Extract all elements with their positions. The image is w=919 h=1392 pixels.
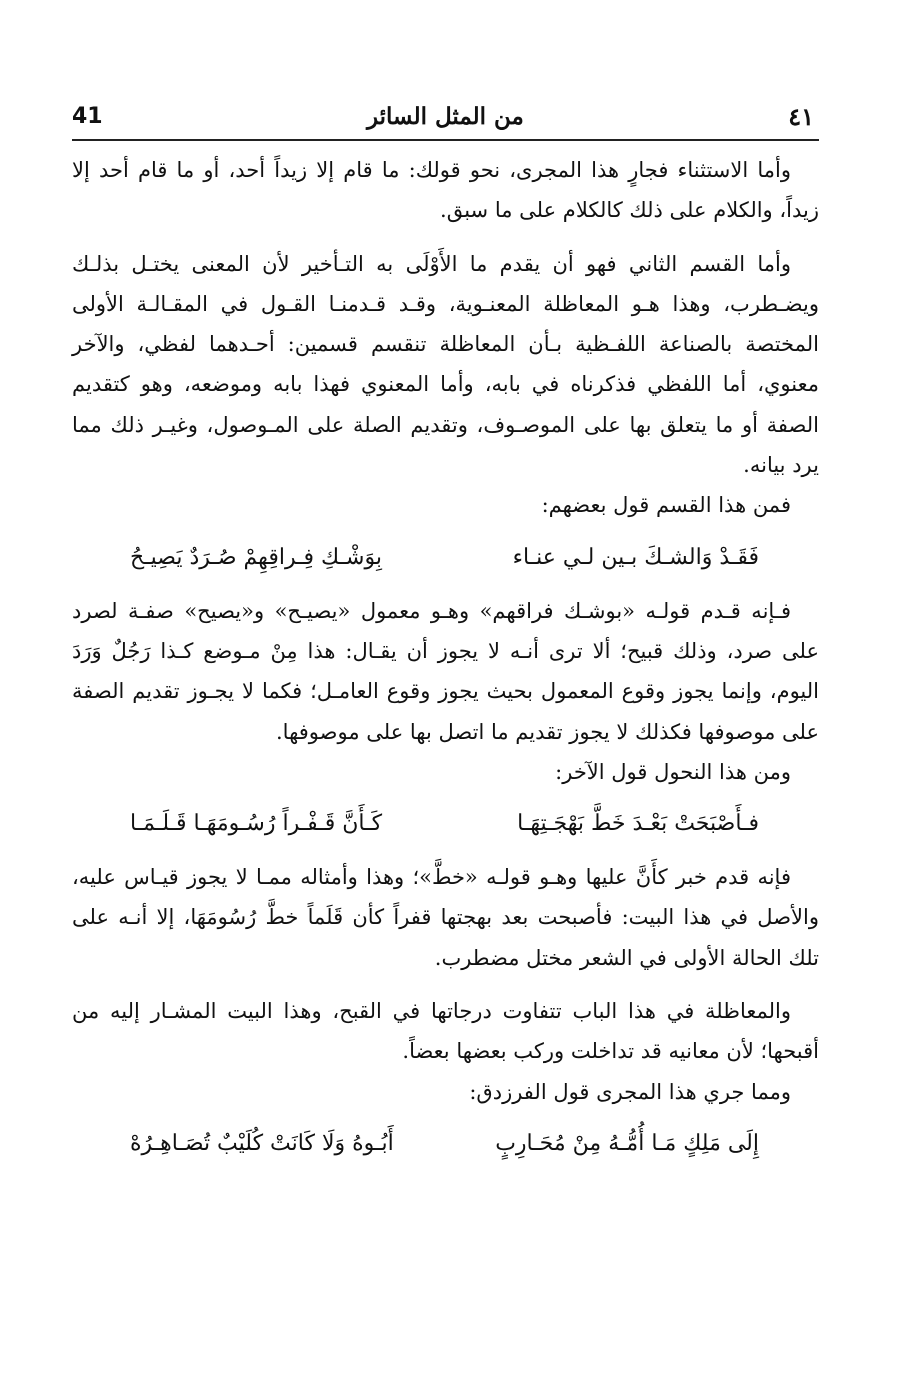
page-number-arabic: ٤١ [788,101,814,131]
verse-intro-2: ومن هذا النحول قول الآخر: [555,759,791,784]
verse-2-first-hemistich: فـأَصْبَحَتْ بَعْـدَ خَطَّ بَهْجَـتِهَـا [517,811,759,837]
page-body [72,150,819,1177]
paragraph-exception: وأما الاستثناء فجارٍ هذا المجرى، نحو قولك: ما قام إلا زيداً أحد، أو ما قام أحد إلا زيداً، والكلام على ذلك كالكلام على ما سبق. [72,158,819,223]
verse-intro-3: ومما جري هذا المجرى قول الفرزدق: [469,1079,791,1104]
verse-1 [72,536,819,580]
verse-1-second-hemistich: بِوَشْـكِ فِـراقِهِمْ صُـرَدٌ يَصِيـحُ [130,544,382,570]
verse-3-second-hemistich: أَبُـوهُ وَلَا كَانَتْ كُلَيْبٌ تُصَـاهِـرُهْ [130,1130,394,1156]
header-rule [72,139,819,141]
page-number-latin: 41 [72,103,103,129]
verse-3 [72,1122,819,1166]
verse-intro-1: فمن هذا القسم قول بعضهم: [541,493,791,518]
paragraph-commentary-2: فإنه قدم خبر كأَنَّ عليها وهـو قولـه «خطَّ»؛ وهذا وأمثاله ممـا لا يجوز قيـاس عليه، والأصل في هذا البيت: فأصبحت بعد بهجتها قفراً كأن قَلَماً خطَّ رُسُومَهَا، إلا أنـه على تلك الحالة الأولى في الشعر مختل مضطرب. [72,865,819,970]
paragraph-ugliness: والمعاظلة في هذا الباب تتفاوت درجاتها في القبح، وهذا البيت المشـار إليه من أقبحها؛ لأن معانيه قد تداخلت وركب بعضها بعضاً. [72,999,819,1064]
verse-2-second-hemistich: كَـأَنَّ قَـفْـراً رُسُـومَهَـا قَـلَـمَـا [130,811,383,837]
verse-1-first-hemistich: فَقَـدْ وَالشـكَ بـين لـي عنـاء [512,544,759,570]
paragraph-second-section: وأما القسم الثاني فهو أن يقدم ما الأَوْلَى به التـأخير لأن المعنى يختـل بذلـك ويضـطرب، وهذا هـو المعاظلة المعنـوية، وقـد قـدمنـا القـول في المقـالـة الأولى المختصة بالصناعة اللفـظية بـأن المعاظلة تنقسم قسمين: أحـدهما لفظي، والآخر معنوي، أما اللفظي فذكرناه في بابه، وأما المعنوي فهذا بابه وموضعه، وهو كتقديم الصفة أو ما يتعلق بها على الموصـوف، وتقديم الصلة على المـوصول، وغيـر ذلك مما يرد بيانه. [72,251,819,478]
verse-2 [72,802,819,846]
page-header [72,96,814,136]
running-title: من المثل السائر [366,102,524,130]
verse-3-first-hemistich: إِلَى مَلِكٍ مَـا أُمُّـهُ مِنْ مُحَـارِبٍ [495,1130,759,1156]
paragraph-commentary-1: فـإنه قـدم قولـه «بوشـك فراقهم» وهـو معمول «يصيـح» و«يصيح» صفـة لصرد على صرد، وذلك قبيح؛ ألا ترى أنـه لا يجوز أن يقـال: هذا مِنْ مـوضع كـذا رَجُلٌ وَرَدَ اليوم، وإنما يجوز وقوع المعمول بحيث يجوز وقوع العامـل؛ فكما لا يجـوز تقديم الصفة على موصوفها فكذلك لا يجوز تقديم ما اتصل بها على موصوفها. [72,598,819,744]
